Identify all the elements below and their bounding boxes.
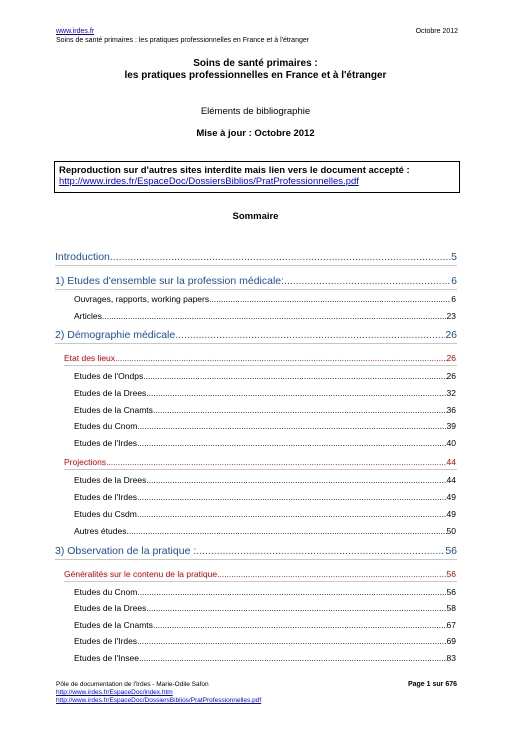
toc-entry-label: Etudes de l'Irdes [74, 438, 138, 448]
toc-entry-label: Autres études [74, 526, 127, 536]
toc-entry[interactable] [55, 545, 457, 557]
toc-entry-page: 49 [446, 509, 456, 519]
toc-entry-label: Etat des lieux [64, 353, 116, 363]
toc-entry[interactable] [74, 475, 456, 485]
toc-dot-leader [137, 421, 446, 431]
toc-entry-page: 26 [445, 329, 457, 341]
toc-entry-label: Etudes de la Drees [74, 475, 147, 485]
toc-entry-page: 6 [451, 275, 457, 287]
toc-entry-page: 50 [446, 526, 456, 536]
toc-entry-page: 36 [446, 405, 456, 415]
toc-entry-label: Etudes de l'Insee [74, 653, 139, 663]
page-number: Page 1 sur 676 [407, 681, 457, 688]
toc-dot-leader [143, 371, 446, 381]
toc-entry[interactable] [55, 275, 457, 287]
toc-entry-label: Etudes de l'Irdes [74, 492, 138, 502]
toc-entry-page: 23 [446, 311, 456, 321]
footer-link-pdf[interactable]: http://www.irdes.fr/EspaceDoc/DossiersBiblios/PratProfessionnelles.pdf [56, 697, 262, 704]
toc-entry[interactable] [74, 311, 456, 321]
toc-dot-leader [137, 438, 446, 448]
toc-entry-label: 3) Observation de la pratique : [55, 545, 197, 557]
toc-entry-page: 26 [446, 353, 456, 363]
toc-entry[interactable] [74, 405, 456, 415]
toc-entry-page: 32 [446, 388, 456, 398]
toc-entry-label: Introduction [55, 251, 110, 263]
toc-entry-label: Etudes de l'Irdes [74, 636, 138, 646]
toc-entry[interactable] [74, 294, 456, 304]
toc-dot-leader [139, 653, 447, 663]
toc-dot-leader [175, 329, 445, 341]
toc-entry-page: 44 [446, 457, 456, 467]
toc-entry-label: Articles [74, 311, 102, 321]
page-footer-left [56, 681, 261, 705]
toc-dot-leader [146, 603, 446, 613]
toc-underline [55, 265, 457, 266]
site-link[interactable]: www.irdes.fr [56, 28, 95, 35]
toc-entry-label: Etudes de la Drees [74, 388, 147, 398]
toc-dot-leader [153, 405, 447, 415]
toc-entry-page: 39 [446, 421, 456, 431]
toc-entry[interactable] [64, 353, 456, 363]
toc-dot-leader [153, 620, 447, 630]
toc-dot-leader [102, 311, 447, 321]
toc-dot-leader [137, 492, 446, 502]
toc-entry-label: Etudes du Csdm [74, 509, 137, 519]
toc-dot-leader [284, 275, 451, 287]
toc-dot-leader [209, 294, 451, 304]
toc-entry[interactable] [55, 251, 457, 263]
toc-dot-leader [126, 526, 446, 536]
toc-entry[interactable] [64, 569, 456, 579]
toc-entry-page: 56 [446, 587, 456, 597]
toc-entry-page: 26 [446, 371, 456, 381]
footer-credit: Pôle de documentation de l'Irdes - Marie-Odile Safon [56, 681, 209, 688]
toc-entry-page: 40 [446, 438, 456, 448]
notice-link[interactable]: http://www.irdes.fr/EspaceDoc/DossiersBiblios/PratProfessionnelles.pdf [59, 176, 359, 187]
toc-underline [64, 581, 457, 582]
toc-entry-label: Généralités sur le contenu de la pratique [64, 569, 218, 579]
toc-dot-leader [217, 569, 446, 579]
toc-entry[interactable] [74, 636, 456, 646]
toc-entry-label: Etudes du Cnom [74, 421, 138, 431]
toc-entry-page: 67 [446, 620, 456, 630]
toc-entry-page: 83 [446, 653, 456, 663]
footer-link-index[interactable]: http://www.irdes.fr/EspaceDoc/index.htm [56, 689, 173, 696]
toc-entry-page: 6 [451, 294, 456, 304]
toc-entry-label: Etudes de l'Ondps [74, 371, 144, 381]
toc-entry[interactable] [74, 421, 456, 431]
toc-entry-label: 1) Etudes d'ensemble sur la profession médicale: [55, 275, 285, 287]
toc-entry[interactable] [74, 653, 456, 663]
title-line-2: les pratiques professionnelles en France et à l'étranger [124, 70, 387, 81]
toc-dot-leader [137, 509, 447, 519]
toc-entry-label: Ouvrages, rapports, working papers [74, 294, 210, 304]
toc-entry[interactable] [64, 457, 456, 467]
toc-entry[interactable] [74, 371, 456, 381]
toc-underline [55, 559, 457, 560]
toc-underline [55, 289, 457, 290]
toc-dot-leader [137, 587, 446, 597]
toc-entry[interactable] [74, 603, 456, 613]
toc-entry-label: 2) Démographie médicale [55, 329, 176, 341]
toc-entry[interactable] [74, 388, 456, 398]
toc-entry-page: 5 [451, 251, 457, 263]
header-subtitle: Soins de santé primaires : les pratiques professionnelles en France et à l'étranger [56, 37, 310, 44]
toc-entry-page: 56 [446, 569, 456, 579]
document-title [0, 58, 511, 82]
toc-entry-page: 56 [445, 545, 457, 557]
toc-entry[interactable] [74, 526, 456, 536]
toc-dot-leader [146, 388, 446, 398]
toc-entry[interactable] [74, 587, 456, 597]
toc-entry-label: Etudes du Cnom [74, 587, 138, 597]
toc-entry-page: 44 [446, 475, 456, 485]
toc-entry-page: 49 [446, 492, 456, 502]
toc-dot-leader [106, 457, 446, 467]
toc-dot-leader [137, 636, 446, 646]
toc-dot-leader [196, 545, 445, 557]
toc-entry-label: Projections [64, 457, 107, 467]
reproduction-notice [54, 161, 460, 193]
toc-entry-label: Etudes de la Cnamts [74, 405, 153, 415]
title-line-1: Soins de santé primaires : [193, 58, 318, 69]
header-date: Octobre 2012 [415, 28, 458, 35]
toc-entry-label: Etudes de la Drees [74, 603, 147, 613]
toc-dot-leader [110, 251, 451, 263]
toc-entry[interactable] [74, 438, 456, 448]
sommaire-heading: Sommaire [232, 211, 279, 222]
toc-entry[interactable] [74, 620, 456, 630]
toc-underline [55, 343, 457, 344]
toc-dot-leader [146, 475, 446, 485]
bibliography-label: Eléments de bibliographie [200, 106, 311, 117]
page-header-left [56, 27, 309, 45]
toc-entry[interactable] [55, 329, 457, 341]
toc-underline [64, 365, 457, 366]
toc-entry-page: 58 [446, 603, 456, 613]
update-label: Mise à jour : Octobre 2012 [196, 128, 315, 139]
notice-text: Reproduction sur d'autres sites interdite mais lien vers le document accepté : [59, 165, 410, 176]
toc-entry[interactable] [74, 492, 456, 502]
toc-entry-label: Etudes de la Cnamts [74, 620, 153, 630]
toc-entry-page: 69 [446, 636, 456, 646]
toc-dot-leader [115, 353, 447, 363]
toc-underline [64, 469, 457, 470]
toc-entry[interactable] [74, 509, 456, 519]
